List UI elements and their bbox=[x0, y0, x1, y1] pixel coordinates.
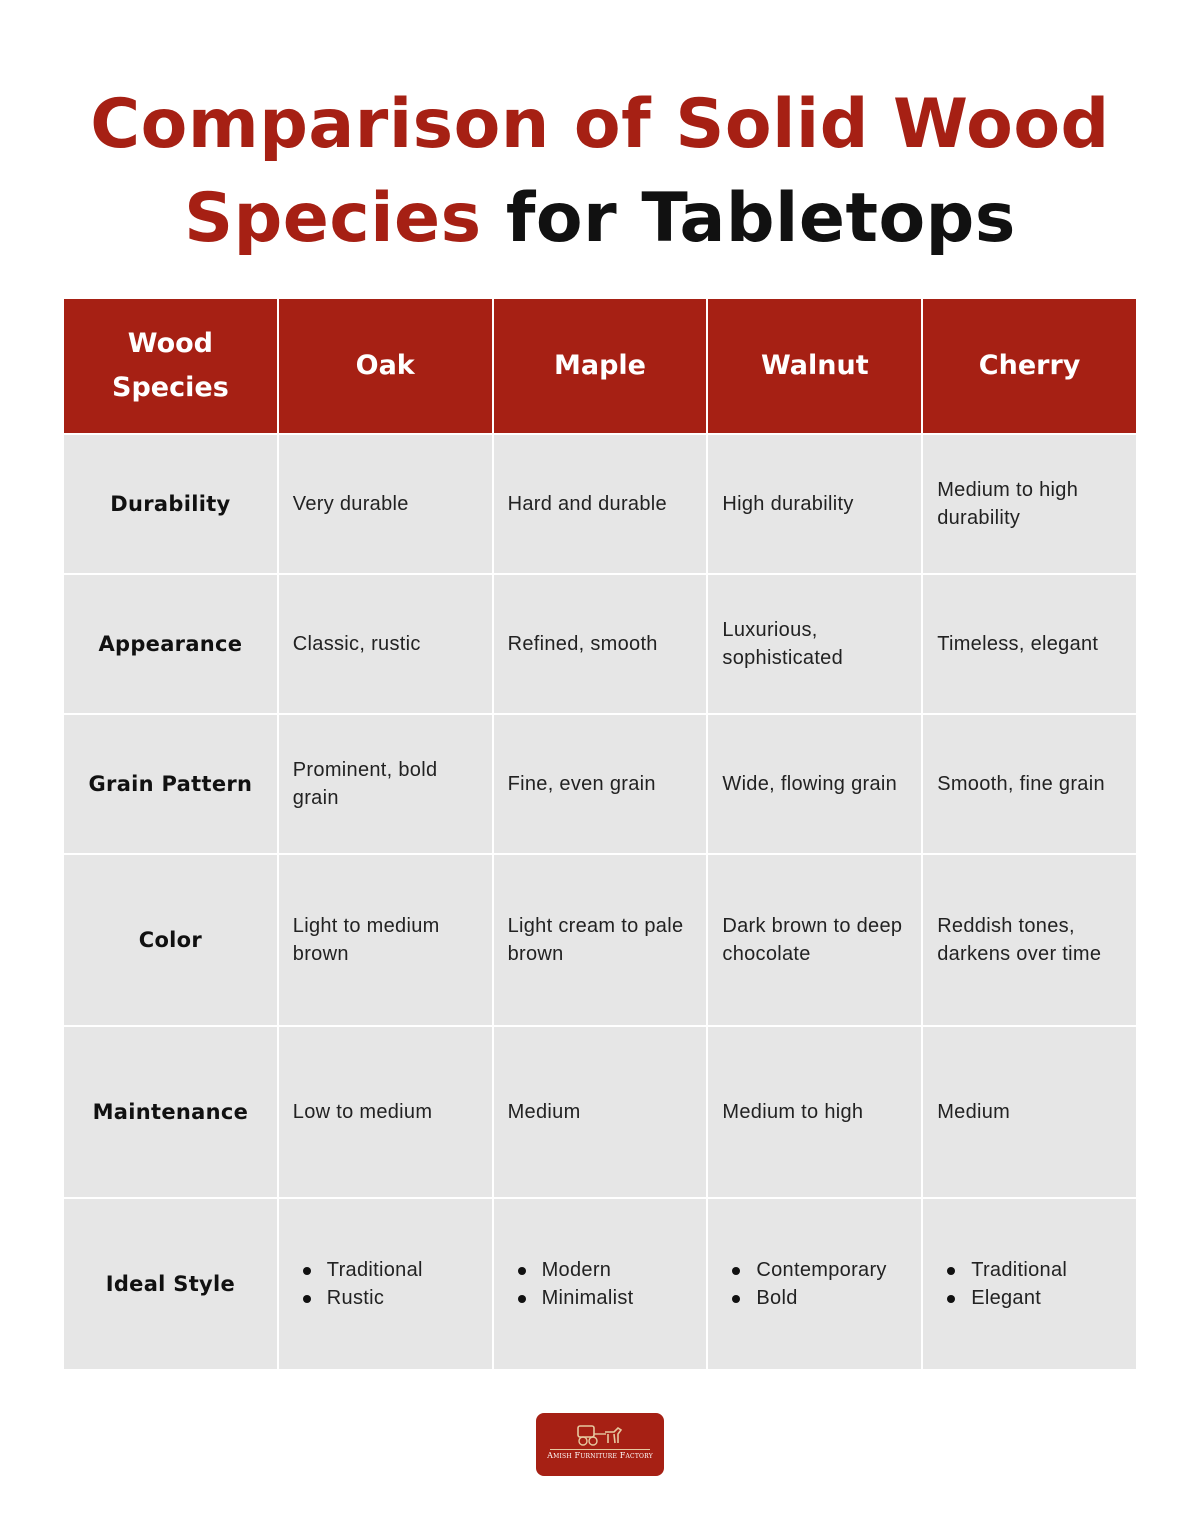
cell: Medium to high durability bbox=[922, 434, 1137, 574]
list-item: Bold bbox=[756, 1284, 907, 1312]
cell: Light to medium brown bbox=[278, 854, 493, 1026]
cell bbox=[707, 1198, 922, 1370]
list-item: Modern bbox=[542, 1256, 693, 1284]
list-item: Traditional bbox=[327, 1256, 478, 1284]
header-maple: Maple bbox=[493, 298, 708, 434]
style-list bbox=[722, 1256, 907, 1312]
cell bbox=[278, 1198, 493, 1370]
cell: Medium to high bbox=[707, 1026, 922, 1198]
header-row bbox=[63, 298, 1137, 434]
row-label-grain-pattern: Grain Pattern bbox=[63, 714, 278, 854]
cell: Medium bbox=[922, 1026, 1137, 1198]
header-label-part: Species bbox=[112, 372, 229, 403]
list-item: Minimalist bbox=[542, 1284, 693, 1312]
brand-logo[interactable] bbox=[536, 1413, 664, 1476]
row-label-maintenance: Maintenance bbox=[63, 1026, 278, 1198]
row-label-appearance: Appearance bbox=[63, 574, 278, 714]
cell: Fine, even grain bbox=[493, 714, 708, 854]
cell bbox=[922, 1198, 1137, 1370]
title-black-part: for Tabletops bbox=[505, 179, 1016, 258]
comparison-table bbox=[62, 297, 1138, 1371]
horse-and-buggy-icon bbox=[574, 1423, 626, 1447]
style-list bbox=[293, 1256, 478, 1312]
table-row bbox=[63, 854, 1137, 1026]
cell: Prominent, bold grain bbox=[278, 714, 493, 854]
cell: Reddish tones, darkens over time bbox=[922, 854, 1137, 1026]
cell: Luxurious, sophisticated bbox=[707, 574, 922, 714]
page-title: Comparison of Solid Wood Species for Tabletops bbox=[90, 85, 1110, 258]
cell: Hard and durable bbox=[493, 434, 708, 574]
style-list bbox=[937, 1256, 1122, 1312]
row-label-ideal-style: Ideal Style bbox=[63, 1198, 278, 1370]
header-cherry: Cherry bbox=[922, 298, 1137, 434]
row-label-durability: Durability bbox=[63, 434, 278, 574]
header-label-part: Wood bbox=[127, 328, 214, 359]
list-item: Elegant bbox=[971, 1284, 1122, 1312]
logo-brand-text: Amish Furniture Factory bbox=[547, 1451, 653, 1460]
cell: Medium bbox=[493, 1026, 708, 1198]
cell: Wide, flowing grain bbox=[707, 714, 922, 854]
cell: Classic, rustic bbox=[278, 574, 493, 714]
table-row bbox=[63, 1026, 1137, 1198]
header-walnut: Walnut bbox=[707, 298, 922, 434]
row-label-color: Color bbox=[63, 854, 278, 1026]
title-red-part: Comparison of Solid Wood bbox=[90, 85, 1110, 164]
cell: Dark brown to deep chocolate bbox=[707, 854, 922, 1026]
table-row bbox=[63, 574, 1137, 714]
cell: Very durable bbox=[278, 434, 493, 574]
header-wood-species bbox=[63, 298, 278, 434]
logo-divider bbox=[550, 1449, 650, 1450]
cell: High durability bbox=[707, 434, 922, 574]
table-row bbox=[63, 434, 1137, 574]
cell: Timeless, elegant bbox=[922, 574, 1137, 714]
cell: Smooth, fine grain bbox=[922, 714, 1137, 854]
style-list bbox=[508, 1256, 693, 1312]
cell: Light cream to pale brown bbox=[493, 854, 708, 1026]
table-row bbox=[63, 714, 1137, 854]
list-item: Contemporary bbox=[756, 1256, 907, 1284]
header-oak: Oak bbox=[278, 298, 493, 434]
table-row bbox=[63, 1198, 1137, 1370]
cell: Low to medium bbox=[278, 1026, 493, 1198]
list-item: Rustic bbox=[327, 1284, 478, 1312]
cell: Refined, smooth bbox=[493, 574, 708, 714]
list-item: Traditional bbox=[971, 1256, 1122, 1284]
cell bbox=[493, 1198, 708, 1370]
